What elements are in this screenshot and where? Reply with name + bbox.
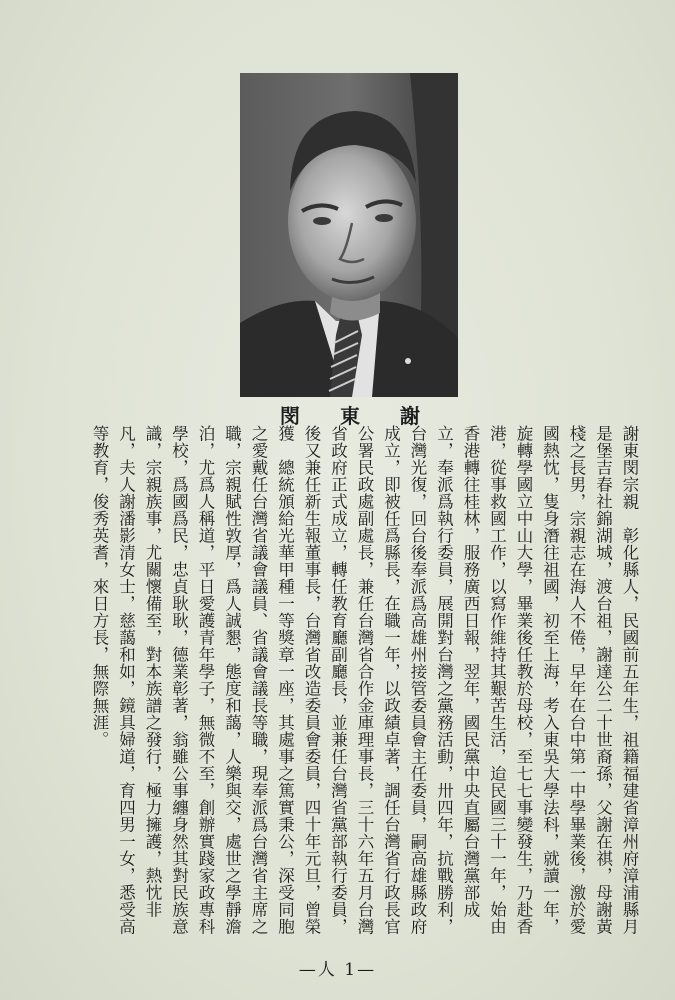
- name-char-3: 閔: [280, 404, 300, 428]
- name-char-1: 謝: [400, 404, 420, 428]
- name-char-2: 東: [340, 404, 360, 428]
- page-number: —人 1—: [298, 960, 377, 980]
- biography-paragraph: 謝東閔宗親 彰化縣人，民國前五年生，祖籍福建省漳州府漳浦縣月是堡吉春社錦湖城，渡台祖，謝達公二十世裔孫，父謝在祺，母謝黃棧之長男，宗親志在海人不倦，早年在台中第一中學畢業後，激於愛國熱忱，隻身潛往祖國，初至上海，考入東吳大學法科，就讀一年，旋轉學國立中山大學，畢業後任教於母校，至七七事變發生，乃赴香港，從事救國工作，以寫作維持其艱苦生活，迨民國三十一年，始由香港轉往桂林，服務廣西日報，翌年，國民黨中央直屬台灣黨部成立，奉派爲執行委員，展開對台灣之黨務活動，卅四年，抗戰勝利，台灣光復，回台後奉派爲高雄州接管委員會主任委員，嗣高雄縣政府成立，即被任爲縣長，在職一年，以政績卓著，調任台灣省行政長官公署民政處副處長，兼任台灣省合作金庫理事長，三十六年五月台灣省政府正式成立，轉任教育廳副廳長，並兼任台灣省黨部執行委員，後又兼任新生報董事長，台灣省改造委員會委員，四十年元旦，曾榮獲 總統頒給光華甲種一等獎章一座，其處事之篤實秉公，深受同胞之愛戴任台灣省議會議員、省議會議長等職，現奉派爲台灣省主席之職，宗親賦性敦厚，爲人誠懇，態度和藹，人樂與交，處世之學靜澹泊，尤爲人稱道，平日愛護青年學子，無微不至，創辦實踐家政專科學校，爲國爲民，忠貞耿耿，德業彰著，翁雖公事纏身然其對民族意識，宗親族事，尤關懷備至，對本族譜之發行，極力擁護，熱忱非凡，夫人謝潘影清女士，慈藹和如，鏡具婦道，育四男一女，悉受高等教育，俊秀英耆，來日方長，無際無涯。: [90, 425, 639, 935]
- portrait-photo: [240, 73, 458, 397]
- biography-text: [62, 425, 642, 945]
- portrait-image: [240, 73, 458, 397]
